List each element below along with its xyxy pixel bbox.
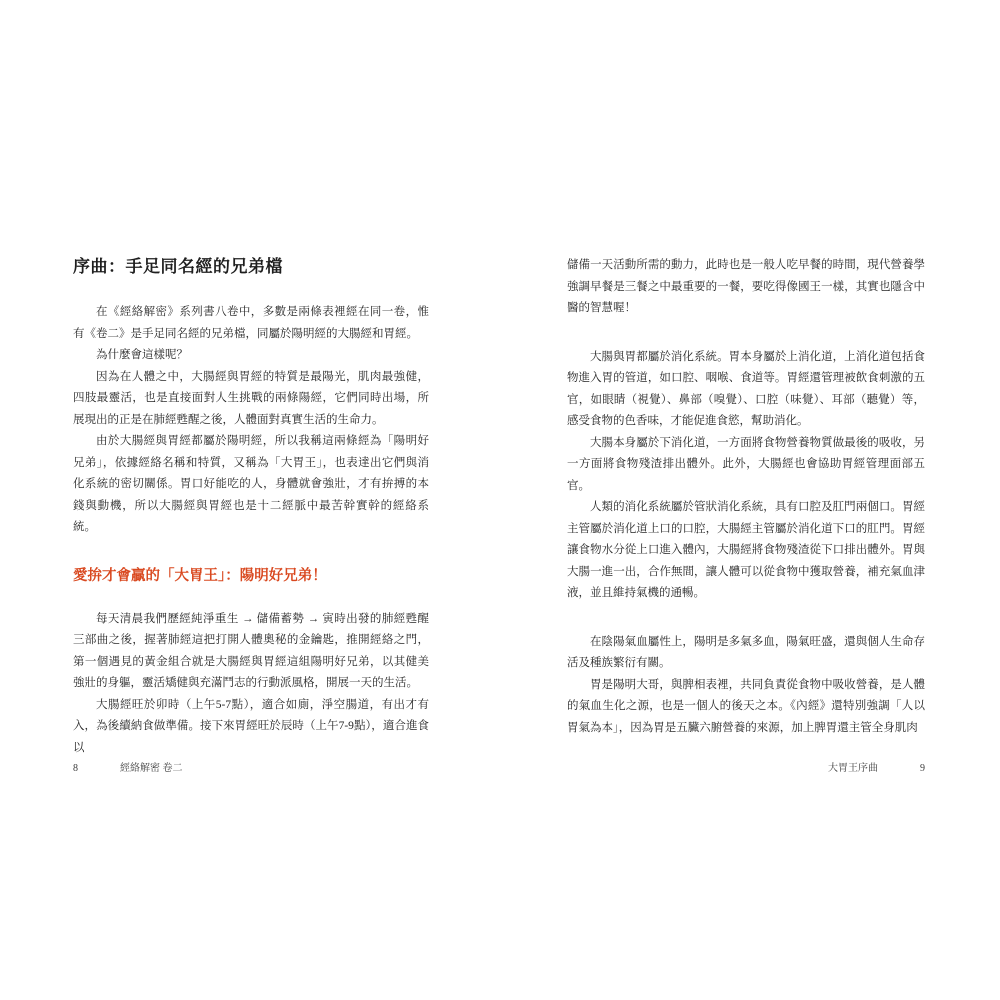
left-section-paragraph-1: 每天清晨我們歷經純淨重生 → 儲備蓄勢 → 寅時出發的肺經甦醒三部曲之後，握著肺經這把打開人體奧秘的金鑰匙，推開經絡之門，第一個遇見的黃金組合就是大腸經與胃經這組陽明好兄弟，以其健美強壯的身軀，靈活矯健與充滿鬥志的行動派風格，開展一天的生活。 [73, 612, 429, 689]
left-paragraph-3: 因為在人體之中，大腸經與胃經的特質是最陽光，肌肉最強健，四肢最靈活，也是直接面對人生挑戰的兩條陽經，它們同時出場，所展現出的正是在肺經甦醒之後，人體面對真實生活的生命力。 [73, 370, 429, 426]
left-section-paragraph-2: 大腸經旺於卯時（上午5-7點），適合如廁，淨空腸道，有出才有入，為後續納食做準備。接下來胃經旺於辰時（上午7-9點），適合進食以 [73, 698, 429, 754]
right-page-number: 9 [920, 763, 925, 774]
chapter-heading: 序曲：手足同名經的兄弟檔 [73, 257, 283, 276]
left-page-number: 8 [73, 763, 78, 774]
section-heading: 愛拚才會贏的「大胃王」：陽明好兄弟！ [73, 567, 327, 584]
right-paragraph-4: 在陰陽氣血屬性上，陽明是多氣多血，陽氣旺盛，還與個人生命存活及種族繁衍有關。 [567, 635, 925, 669]
left-paragraph-4: 由於大腸經與胃經都屬於陽明經，所以我稱這兩條經為「陽明好兄弟」，依據經絡名稱和特質，又稱為「大胃王」，也表達出它們與消化系統的密切關係。胃口好能吃的人，身體就會強壯，才有拚搏的本錢與動機，所以大腸經與胃經也是十二經脈中最苦幹實幹的經絡系統。 [73, 435, 429, 533]
right-paragraph-5: 胃是陽明大哥，與脾相表裡，共同負責從食物中吸收營養，是人體的氣血生化之源，也是一個人的後天之本。《內經》還特別強調「人以胃氣為本」，因為胃是五臟六腑營養的來源，加上脾胃還主管全身肌肉 [567, 678, 925, 734]
right-continuation-paragraph: 儲備一天活動所需的動力，此時也是一般人吃早餐的時間，現代營養學強調早餐是三餐之中最重要的一餐，要吃得像國王一樣，其實也隱含中醫的智慧喔！ [567, 259, 925, 314]
right-paragraph-3: 人類的消化系統屬於管狀消化系統，具有口腔及肛門兩個口。胃經主管屬於消化道上口的口腔，大腸經主管屬於消化道下口的肛門。胃經讓食物水分從上口進入體內，大腸經將食物殘渣從下口排出體外。胃與大腸一進一出，合作無間，讓人體可以從食物中獲取營養，補充氣血津液，並且維持氣機的通暢。 [567, 501, 925, 599]
left-page-text-block [73, 255, 429, 759]
right-paragraph-2: 大腸本身屬於下消化道，一方面將食物營養物質做最後的吸收，另一方面將食物殘渣排出體外。此外，大腸經也會協助胃經管理面部五官。 [567, 436, 925, 492]
right-page-footer [567, 762, 925, 776]
left-page-footer [73, 762, 429, 776]
left-paragraph-2: 為什麼會這樣呢？ [96, 349, 188, 361]
left-paragraph-1: 在《經絡解密》系列書八卷中，多數是兩條表裡經在同一卷，惟有《卷二》是手足同名經的兄弟檔，同屬於陽明經的大腸經和胃經。 [73, 306, 429, 340]
right-paragraph-1: 大腸與胃都屬於消化系統。胃本身屬於上消化道，上消化道包括食物進入胃的管道，如口腔、咽喉、食道等。胃經還管理被飲食刺激的五官，如眼睛（視覺）、鼻部（嗅覺）、口腔（味覺）、耳部（聽覺）等，感受食物的色香味，才能促進食慾，幫助消化。 [567, 350, 925, 427]
right-running-title: 大胃王序曲 [828, 763, 878, 774]
right-page-text-block [567, 255, 925, 739]
left-running-title: 經絡解密 卷二 [120, 763, 183, 774]
